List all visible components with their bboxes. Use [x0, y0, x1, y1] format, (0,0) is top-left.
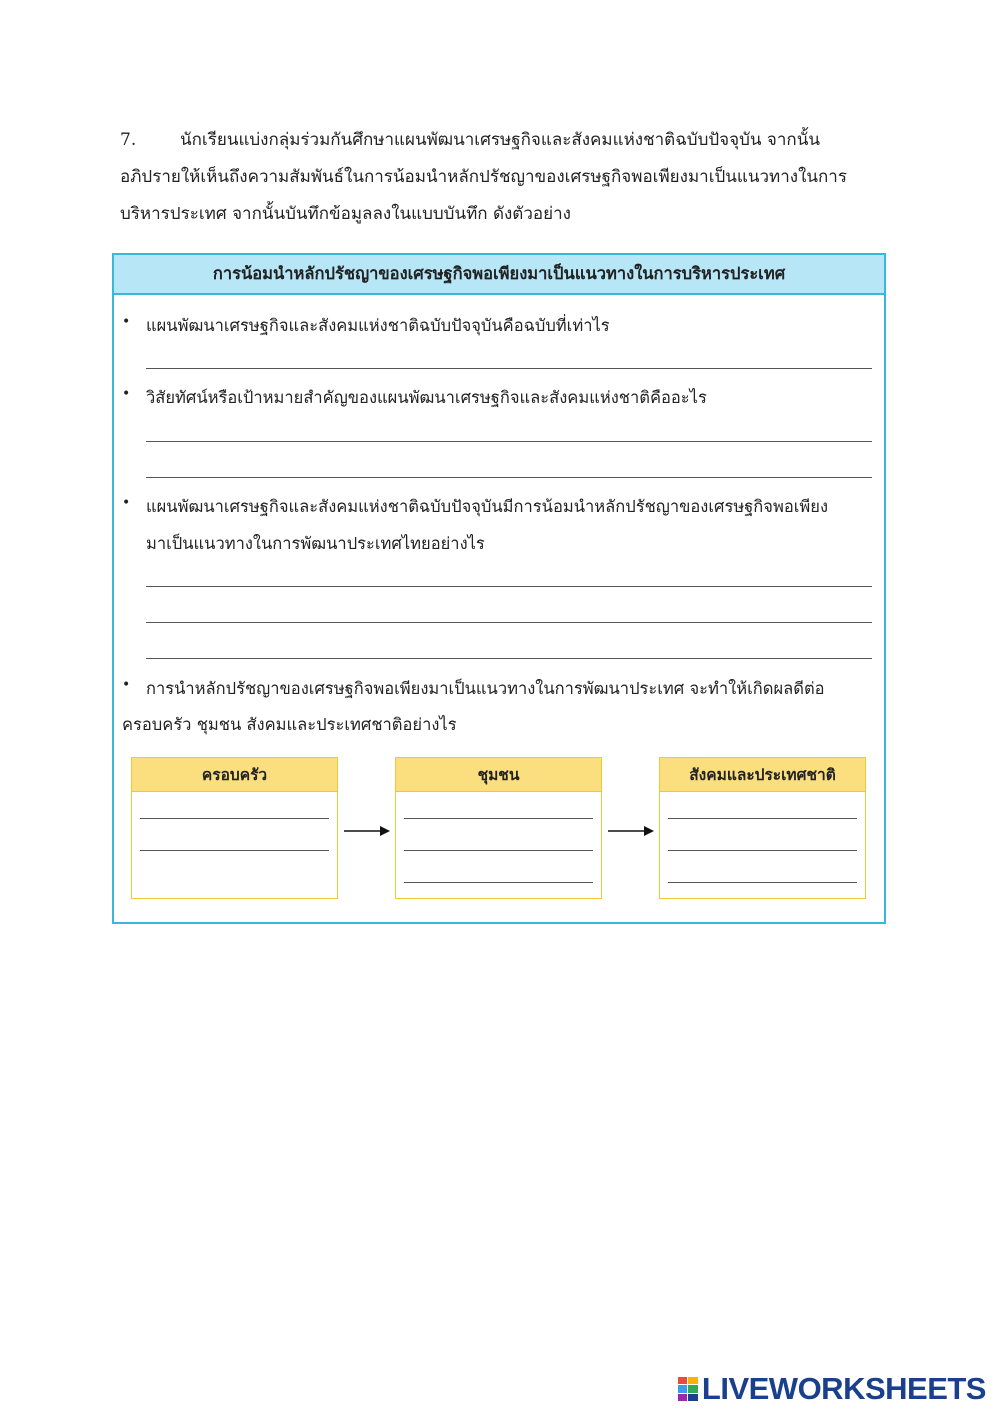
- question-4-line-2: ครอบครัว ชุมชน สังคมและประเทศชาติอย่างไร: [122, 715, 457, 734]
- arrow-right-icon: [608, 825, 654, 837]
- bullet-icon: •: [122, 314, 131, 330]
- question-3-line-2: มาเป็นแนวทางในการพัฒนาประเทศไทยอย่างไร: [146, 534, 485, 553]
- answer-line-q2-2[interactable]: [146, 477, 872, 478]
- box-community-title: ชุมชน: [396, 758, 601, 792]
- answer-line-q2-1[interactable]: [146, 441, 872, 442]
- logo-text: LIVEWORKSHEETS: [701, 1371, 986, 1406]
- answer-line-q3-1[interactable]: [146, 586, 872, 587]
- answer-line-q3-2[interactable]: [146, 622, 872, 623]
- box-family-title: ครอบครัว: [132, 758, 337, 792]
- box-society-nation: [659, 757, 866, 899]
- answer-line-community-3[interactable]: [404, 882, 593, 883]
- question-number: 7.: [120, 130, 137, 150]
- panel-title: การน้อมนำหลักปรัชญาของเศรษฐกิจพอเพียงมาเป็นแนวทางในการบริหารประเทศ: [114, 255, 884, 295]
- question-1: แผนพัฒนาเศรษฐกิจและสังคมแห่งชาติฉบับปัจจุบันคือฉบับที่เท่าไร: [146, 316, 610, 335]
- instruction-line-2: อภิปรายให้เห็นถึงความสัมพันธ์ในการน้อมนำหลักปรัชญาของเศรษฐกิจพอเพียงมาเป็นแนวทางในการ: [120, 167, 847, 187]
- instruction-line-1: นักเรียนแบ่งกลุ่มร่วมกันศึกษาแผนพัฒนาเศรษฐกิจและสังคมแห่งชาติฉบับปัจจุบัน จากนั้น: [180, 130, 820, 150]
- answer-line-society-3[interactable]: [668, 882, 857, 883]
- answer-line-community-2[interactable]: [404, 850, 593, 851]
- question-4-line-1: การนำหลักปรัชญาของเศรษฐกิจพอเพียงมาเป็นแนวทางในการพัฒนาประเทศ จะทำให้เกิดผลดีต่อ: [146, 679, 825, 698]
- answer-line-q3-3[interactable]: [146, 658, 872, 659]
- worksheet-panel: [112, 253, 886, 924]
- question-2: วิสัยทัศน์หรือเป้าหมายสำคัญของแผนพัฒนาเศรษฐกิจและสังคมแห่งชาติคืออะไร: [146, 388, 707, 407]
- bullet-icon: •: [122, 495, 131, 511]
- answer-line-family-2[interactable]: [140, 850, 329, 851]
- bullet-icon: •: [122, 386, 131, 402]
- box-community: [395, 757, 602, 899]
- question-3-line-1: แผนพัฒนาเศรษฐกิจและสังคมแห่งชาติฉบับปัจจุบันมีการน้อมนำหลักปรัชญาของเศรษฐกิจพอเพียง: [146, 497, 828, 516]
- box-family: [131, 757, 338, 899]
- box-society-nation-title: สังคมและประเทศชาติ: [660, 758, 865, 792]
- answer-line-community-1[interactable]: [404, 818, 593, 819]
- liveworksheets-logo: [678, 1372, 986, 1406]
- liveworksheets-logo-icon: [678, 1377, 698, 1401]
- instruction-paragraph: [120, 122, 880, 233]
- question-3: [146, 488, 828, 562]
- arrow-right-icon: [344, 825, 390, 837]
- answer-line-family-1[interactable]: [140, 818, 329, 819]
- bullet-icon: •: [122, 677, 131, 693]
- answer-line-society-1[interactable]: [668, 818, 857, 819]
- answer-line-q1[interactable]: [146, 368, 872, 369]
- instruction-line-3: บริหารประเทศ จากนั้นบันทึกข้อมูลลงในแบบบันทึก ดังตัวอย่าง: [120, 204, 571, 224]
- answer-line-society-2[interactable]: [668, 850, 857, 851]
